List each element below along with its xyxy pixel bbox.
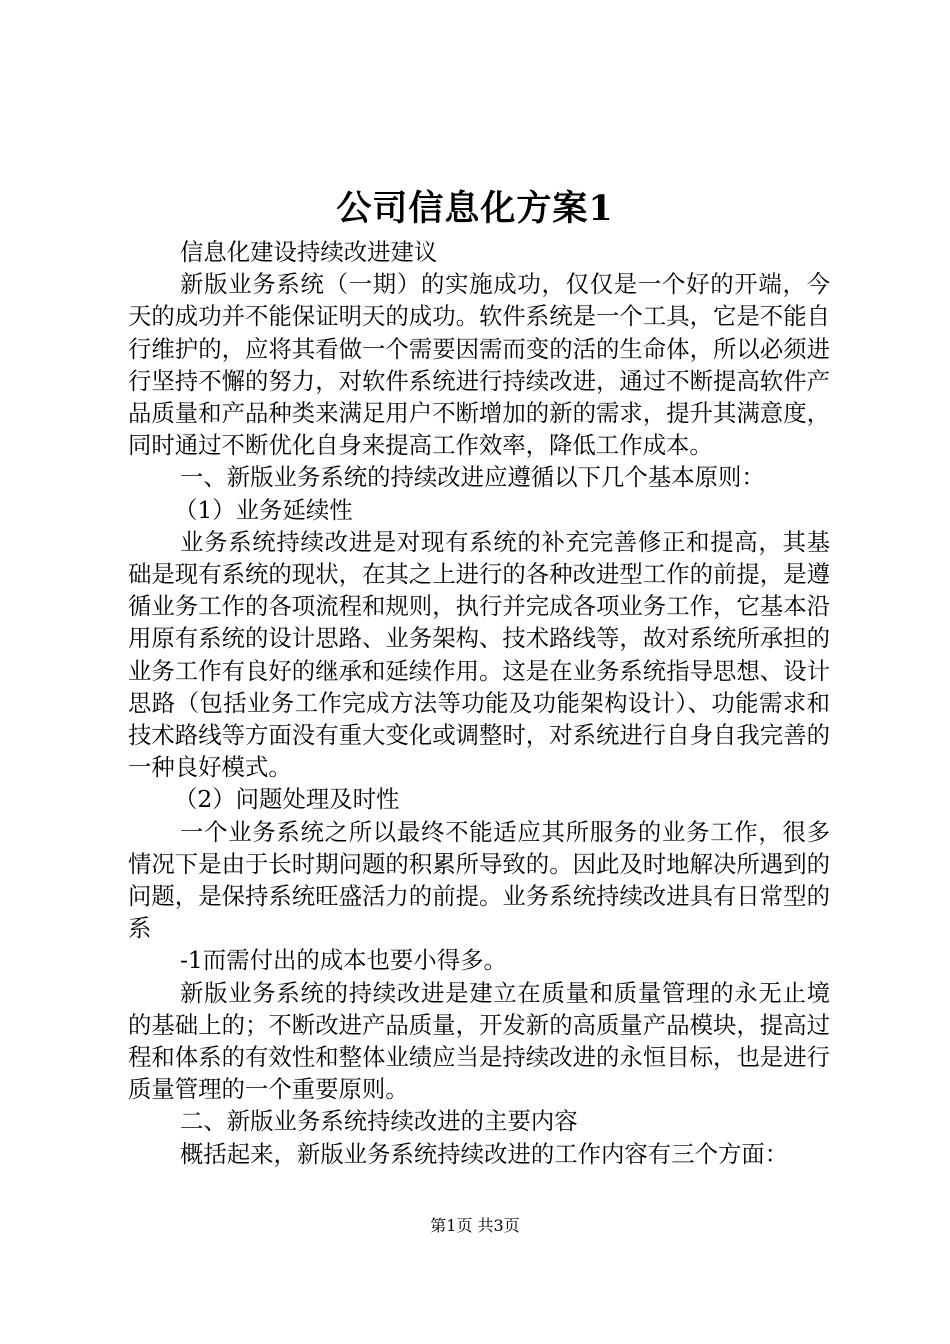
paragraph-fragment: -1而需付出的成本也要小得多。	[180, 946, 507, 975]
document-body	[128, 236, 830, 1170]
paragraph-quality: 新版业务系统的持续改进是建立在质量和质量管理的永无止境的基础上的；不断改进产品质量，开发新的高质量产品模块，提高过程和体系的有效性和整体业绩应当是持续改进的永恒目标，也是进行质量管理的一个重要原则。	[128, 978, 830, 1104]
paragraph-timeliness: 一个业务系统之所以最终不能适应其所服务的业务工作，很多情况下是由于长时期问题的积累所导致的。因此及时地解决所遇到的问题，是保持系统旺盛活力的前提。业务系统持续改进具有日常型的系	[128, 817, 830, 943]
paragraph-subtitle: 信息化建设持续改进建议	[180, 238, 438, 266]
subheading-continuity: （1）业务延续性	[174, 495, 353, 524]
document-title: 公司信息化方案1	[336, 188, 614, 229]
subheading-timeliness: （2）问题处理及时性	[174, 785, 400, 814]
paragraph-continuity: 业务系统持续改进是对现有系统的补充完善修正和提高，其基础是现有系统的现状，在其之上进行的各种改进型工作的前提，是遵循业务工作的各项流程和规则，执行并完成各项业务工作，它基本沿用原有系统的设计思路、业务架构、技术路线等，故对系统所承担的业务工作有良好的继承和延续作用。这是在业务系统指导思想、设计思路（包括业务工作完成方法等功能及功能架构设计）、功能需求和技术路线等方面没有重大变化或调整时，对系统进行自身自我完善的一种良好模式。	[128, 527, 830, 782]
paragraph-intro: 新版业务系统（一期）的实施成功，仅仅是一个好的开端，今天的成功并不能保证明天的成功。软件系统是一个工具，它是不能自行维护的，应将其看做一个需要因需而变的活的生命体，所以必须进行坚持不懈的努力，对软件系统进行持续改进，通过不断提高软件产品质量和产品种类来满足用户不断增加的新的需求，提升其满意度，同时通过不断优化自身来提高工作效率，降低工作成本。	[128, 270, 830, 460]
paragraph-summary: 概括起来，新版业务系统持续改进的工作内容有三个方面：	[180, 1139, 789, 1168]
page-footer: 第1页 共3页	[430, 1216, 520, 1235]
section-heading-1: 一、新版业务系统的持续改进应遵循以下几个基本原则：	[180, 463, 765, 492]
section-heading-2: 二、新版业务系统持续改进的主要内容	[180, 1107, 578, 1136]
